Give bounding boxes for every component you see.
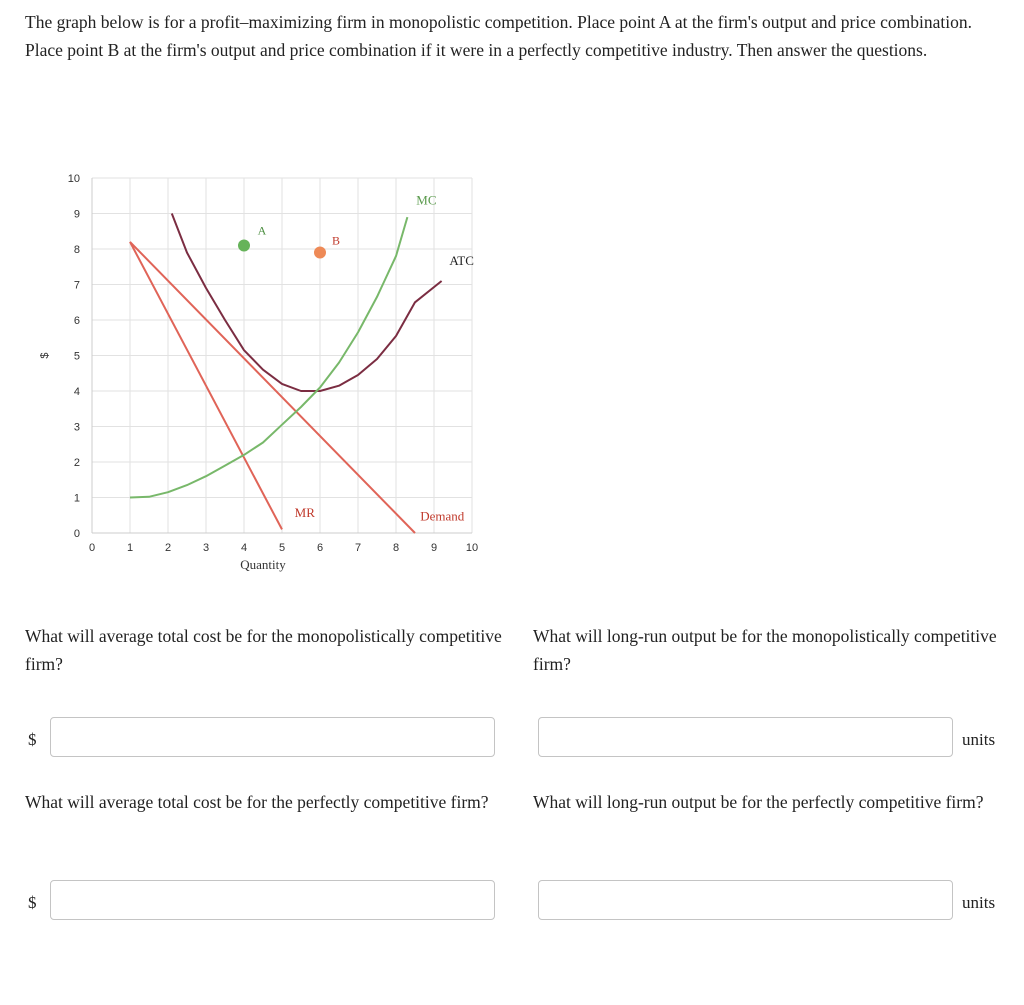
cost-curve-graph[interactable]: [30, 160, 500, 580]
y-tick-label: 0: [73, 528, 80, 540]
atc-competitive-input[interactable]: [50, 880, 495, 920]
x-tick-label: 7: [354, 542, 362, 554]
y-axis-label: $: [39, 352, 51, 359]
y-tick-label: 1: [73, 492, 80, 505]
x-tick-label: 5: [278, 542, 286, 554]
mc-label: MC: [416, 192, 437, 208]
question-output-competitive: What will long-run output be for the perfectly competitive firm?: [533, 792, 984, 812]
question-atc-monopolistic: What will average total cost be for the monopolistically competitive firm?: [25, 626, 502, 674]
x-tick-label: 8: [392, 542, 400, 554]
question-output-monopolistic: What will long-run output be for the monopolistically competitive firm?: [533, 626, 997, 674]
mc-curve: [130, 217, 407, 497]
y-tick-label: 10: [67, 173, 80, 185]
y-tick-label: 8: [73, 244, 80, 256]
x-tick-label: 4: [240, 542, 248, 554]
x-tick-label: 9: [430, 542, 438, 554]
instructions-text: The graph below is for a profit–maximizing firm in monopolistic competition. Place point A at the firm's output and price combination. Place point B at the firm's output and price combination if it were in a perfectly competitive industry. Then answer the questions.: [25, 12, 972, 60]
y-tick-label: 4: [73, 386, 80, 398]
point-a-label: A: [257, 223, 267, 238]
units-label-1: units: [962, 730, 996, 749]
atc-label: ATC: [449, 252, 474, 268]
point-b-label: B: [331, 233, 341, 248]
dollar-sign-1: $: [28, 730, 37, 749]
atc-monopolistic-input[interactable]: [50, 717, 495, 757]
output-monopolistic-input[interactable]: [538, 717, 953, 757]
dollar-sign-2: $: [28, 893, 37, 912]
output-competitive-input[interactable]: [538, 880, 953, 920]
point-b[interactable]: [314, 247, 326, 259]
y-tick-label: 7: [73, 279, 80, 292]
y-tick-label: 2: [73, 457, 80, 469]
x-tick-label: 2: [164, 542, 172, 554]
mr-label: MR: [294, 505, 315, 521]
question-atc-competitive: What will average total cost be for the perfectly competitive firm?: [25, 792, 489, 812]
x-tick-label: 3: [202, 542, 210, 554]
units-label-2: units: [962, 893, 996, 912]
y-tick-label: 5: [73, 350, 80, 363]
x-axis-label: Quantity: [240, 557, 286, 572]
y-tick-label: 3: [73, 421, 80, 434]
x-tick-label: 0: [88, 542, 96, 554]
demand-curve: [130, 242, 415, 533]
x-tick-label: 10: [465, 542, 479, 554]
y-tick-label: 9: [73, 208, 80, 221]
y-tick-label: 6: [73, 315, 80, 327]
point-a[interactable]: [238, 239, 250, 251]
x-tick-label: 1: [126, 542, 134, 554]
demand-label: Demand: [420, 508, 465, 524]
x-tick-label: 6: [316, 542, 324, 554]
